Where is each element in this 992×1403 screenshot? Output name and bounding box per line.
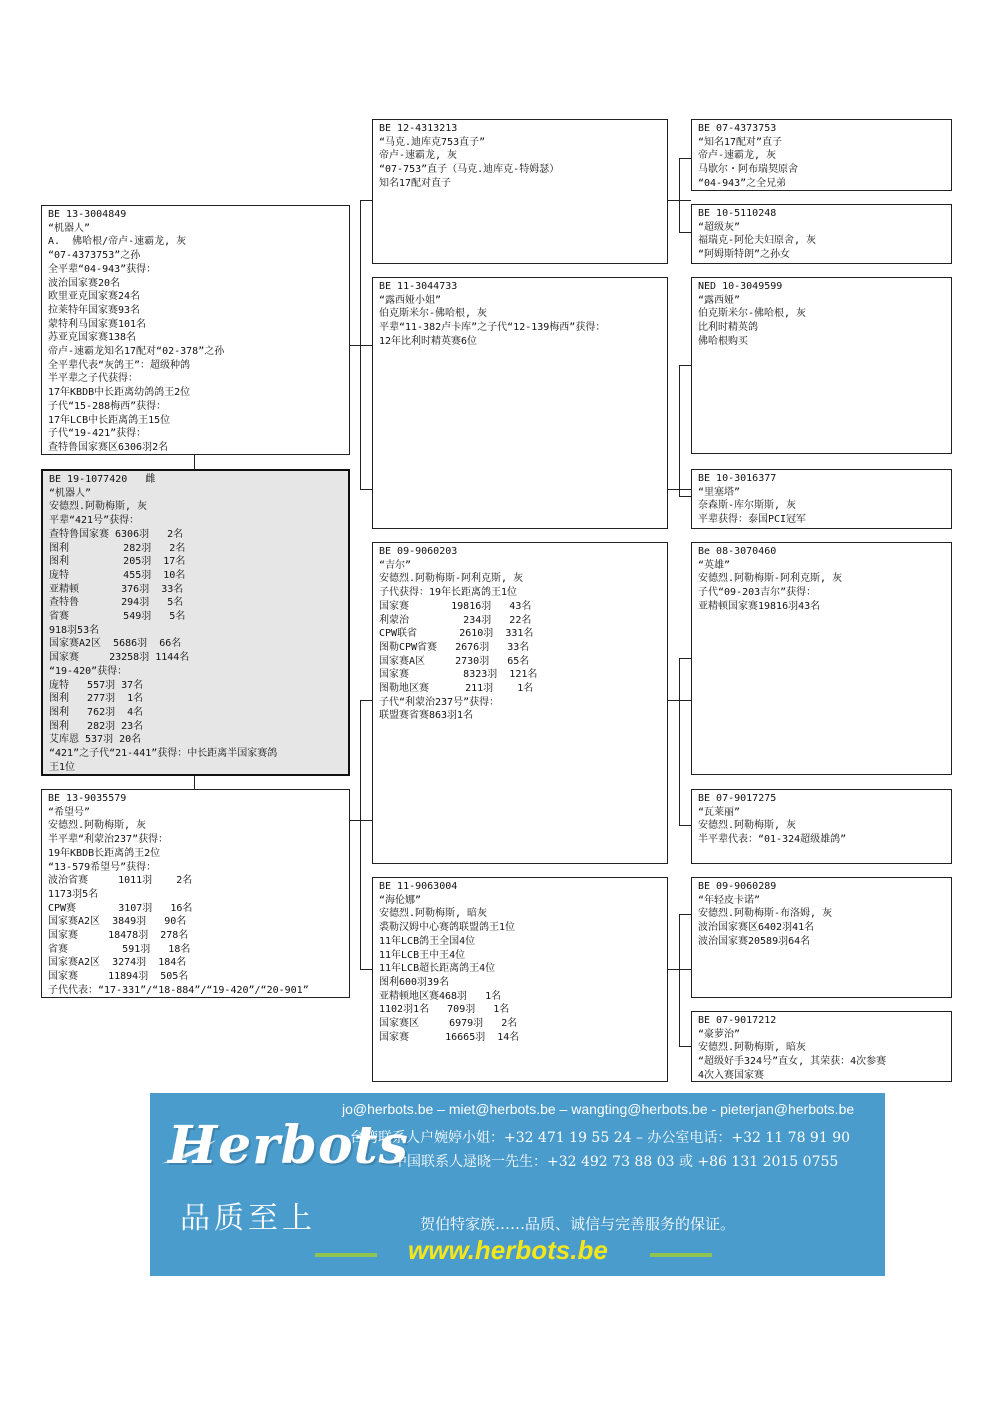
- ring-number: BE 10-5110248: [698, 208, 777, 219]
- pedigree-line: “吉尔”: [379, 559, 412, 571]
- pedigree-line: 波治国家赛20名: [48, 277, 121, 289]
- connector-line: [679, 825, 691, 826]
- pedigree-line: “07-753”直子（马克.迪库克-特姆瑟）: [379, 164, 560, 176]
- connector-line: [679, 496, 691, 497]
- pedigree-box-ddd: [691, 1011, 952, 1082]
- ring-number: BE 19-1077420 雌: [49, 474, 156, 485]
- pedigree-line: 安德烈.阿勒梅斯-阿利克斯, 灰: [698, 573, 843, 585]
- pedigree-line: 安德烈.阿勒梅斯, 灰: [48, 820, 147, 832]
- pedigree-line: “英雄”: [698, 559, 731, 571]
- pedigree-line: 马歇尔・阿布瑞契原舍: [698, 164, 798, 176]
- pedigree-line: “瓦莱丽”: [698, 806, 741, 818]
- pedigree-line: 子代“15-288梅西”获得：: [48, 400, 167, 412]
- connector-line: [679, 365, 691, 366]
- pedigree-line: 半平辈之子代获得：: [48, 373, 138, 385]
- pedigree-box-sdd: [691, 469, 952, 529]
- ring-number: BE 09-9060289: [698, 881, 777, 892]
- pedigree-line: “豪萝治”: [698, 1028, 741, 1040]
- decorative-stripe-left: [315, 1253, 377, 1257]
- ring-number: BE 07-9017275: [698, 793, 777, 804]
- slogan: 品质至上: [180, 1201, 316, 1236]
- pedigree-line: 4次入赛国家赛: [698, 1069, 765, 1081]
- connector-line: [360, 700, 372, 701]
- pedigree-line: 帝卢-速霸龙知名17配对“02-378”之孙: [48, 346, 225, 358]
- pedigree-line: 国家赛A区 2730羽 65名: [379, 655, 530, 667]
- pedigree-line: “知名17配对”直子: [698, 136, 783, 148]
- pedigree-line: 图利 277羽 1名: [49, 693, 144, 705]
- pedigree-line: 安德烈.阿勒梅斯, 灰: [698, 820, 797, 832]
- pedigree-line: CPW联省 2610羽 331名: [379, 628, 534, 640]
- connector-line: [679, 658, 680, 826]
- ring-number: BE 13-3004849: [48, 209, 127, 220]
- pedigree-line: “里塞塔”: [698, 486, 741, 498]
- pedigree-line: “超级好手324号”直女, 其荣获：4次参赛: [698, 1056, 887, 1068]
- pedigree-line: 平辈“421号”获得：: [49, 515, 140, 527]
- pedigree-line: 帝卢-速霸龙, 灰: [379, 150, 458, 162]
- pedigree-line: 省赛 549羽 5名: [49, 611, 186, 623]
- pedigree-line: CPW赛 3107羽 16名: [48, 902, 193, 914]
- pedigree-line: “马克.迪库克753直子”: [379, 136, 486, 148]
- ring-number: BE 12-4313213: [379, 123, 458, 134]
- connector-line: [679, 158, 691, 159]
- pedigree-line: 奈森斯-库尔斯斯, 灰: [698, 500, 797, 512]
- pedigree-line: “露西娅”: [698, 294, 741, 306]
- connector-line: [360, 200, 372, 201]
- pedigree-line: “07-4373753”之孙: [48, 250, 141, 262]
- pedigree-line: 图利600羽39名: [379, 976, 450, 988]
- pedigree-line: 国家赛 23258羽 1144名: [49, 652, 190, 664]
- pedigree-box-sire: [41, 205, 350, 455]
- pedigree-box-ssd: [691, 204, 952, 264]
- ring-number: NED 10-3049599: [698, 281, 783, 292]
- pedigree-line: 图勒CPW省赛 2676羽 33名: [379, 641, 530, 653]
- pedigree-line: 庞特 455羽 10名: [49, 569, 186, 581]
- pedigree-line: 联盟赛省赛863羽1名: [379, 710, 474, 722]
- pedigree-line: “机器人”: [49, 487, 92, 499]
- contact-china: 中国联系人逯晓一先生：+32 492 73 88 03 或 +86 131 2015 0755: [393, 1154, 839, 1170]
- pedigree-box-sd: [372, 277, 668, 529]
- pedigree-box-ds: [372, 542, 668, 864]
- pedigree-line: 福瑞克-阿伦夫妇原舍, 灰: [698, 235, 817, 247]
- pedigree-line: 17年KBDB中长距离幼鸽鸽王2位: [48, 387, 191, 399]
- pedigree-line: 王1位: [49, 761, 76, 773]
- pedigree-line: 利蒙治 234羽 22名: [379, 614, 532, 626]
- pedigree-line: 国家赛 11894羽 505名: [48, 971, 189, 983]
- pedigree-line: 17年LCB中长距离鸽王15位: [48, 414, 171, 426]
- connector-line: [360, 969, 372, 970]
- ring-number: BE 07-9017212: [698, 1015, 777, 1026]
- pedigree-line: 帝卢-速霸龙, 灰: [698, 150, 777, 162]
- connector-line: [679, 158, 680, 233]
- pedigree-line: 国家赛 16665羽 14名: [379, 1031, 520, 1043]
- pedigree-line: 欧里亚克国家赛24名: [48, 291, 141, 303]
- connector-line: [679, 914, 691, 915]
- pedigree-line: 亚精顿地区赛468羽 1名: [379, 990, 502, 1002]
- pedigree-line: 知名17配对直子: [379, 177, 452, 189]
- pedigree-line: 图利 205羽 17名: [49, 556, 186, 568]
- contact-taiwan: 台湾联系人户婉婷小姐：+32 471 19 55 24 – 办公室电话：+32 11 78 91 90: [350, 1130, 851, 1146]
- pedigree-line: 波治省赛 1011羽 2名: [48, 875, 193, 887]
- pedigree-line: 查特鲁 294羽 5名: [49, 597, 184, 609]
- pedigree-line: 庞特 557羽 37名: [49, 679, 144, 691]
- pedigree-line: “04-943”之全兄弟: [698, 177, 787, 189]
- pedigree-box-dds: [691, 877, 952, 998]
- pedigree-line: 国家赛A2区 3274羽 184名: [48, 957, 187, 969]
- pedigree-line: 亚精顿 376羽 33名: [49, 583, 184, 595]
- connector-line: [679, 232, 691, 233]
- ring-number: Be 08-3070460: [698, 546, 777, 557]
- pedigree-line: 波治国家赛区6402羽41名: [698, 922, 815, 934]
- pedigree-line: 图勒地区赛 211羽 1名: [379, 683, 534, 695]
- pedigree-line: “阿姆斯特朗”之孙女: [698, 249, 791, 261]
- pedigree-line: 安德烈.阿勒梅斯, 暗灰: [698, 1042, 807, 1054]
- pedigree-line: 国家赛 8323羽 121名: [379, 669, 538, 681]
- ring-number: BE 09-9060203: [379, 546, 458, 557]
- pedigree-line: 12年比利时精英赛6位: [379, 335, 478, 347]
- pedigree-line: “机器人”: [48, 222, 91, 234]
- pedigree-line: 波治国家赛20589羽64名: [698, 935, 811, 947]
- pedigree-line: 11年LCB鸽王全国4位: [379, 935, 476, 947]
- pedigree-line: 安德烈.阿勒梅斯, 灰: [49, 501, 148, 513]
- pedigree-box-sds: [691, 277, 952, 454]
- pedigree-line: 查特鲁国家赛区6306羽2名: [48, 441, 169, 453]
- pedigree-line: 国家赛A2区 3849羽 90名: [48, 916, 187, 928]
- pedigree-box-dss: [691, 542, 952, 775]
- pedigree-line: 安德烈.阿勒梅斯-阿利克斯, 灰: [379, 573, 524, 585]
- pedigree-line: 亚精顿国家赛19816羽43名: [698, 600, 821, 612]
- pedigree-box-dam: [41, 789, 350, 998]
- pedigree-line: 子代“利蒙治237号”获得：: [379, 696, 500, 708]
- connector-line: [679, 365, 680, 497]
- pedigree-line: 安德烈.阿勒梅斯-布洛姆, 灰: [698, 908, 833, 920]
- pedigree-box-dsd: [691, 789, 952, 864]
- pedigree-line: 全平辈“04-943”获得：: [48, 263, 157, 275]
- pedigree-line: “13-579希望号”获得：: [48, 861, 157, 873]
- pedigree-line: 子代“19-421”获得：: [48, 428, 147, 440]
- pedigree-line: 省赛 591羽 18名: [48, 943, 191, 955]
- pedigree-line: 艾库恩 537羽 20名: [49, 734, 142, 746]
- pedigree-line: 子代代表：“17-331”/“18-884”/“19-420”/“20-901”: [48, 984, 309, 996]
- connector-line: [194, 454, 195, 469]
- pedigree-line: 图利 762羽 4名: [49, 706, 144, 718]
- pedigree-line: 国家赛 18478羽 278名: [48, 930, 189, 942]
- pedigree-line: 伯克斯米尔-佛哈根, 灰: [698, 308, 807, 320]
- pedigree-line: 平辈获得：泰国PCI冠军: [698, 514, 807, 526]
- connector-line: [679, 914, 680, 1047]
- pedigree-line: 比利时精英鸽: [698, 322, 758, 334]
- pedigree-line: 子代“09-203吉尔”获得：: [698, 587, 817, 599]
- pedigree-line: 伯克斯米尔-佛哈根, 灰: [379, 308, 488, 320]
- tagline: 贺伯特家族……品质、诚信与完善服务的保证。: [420, 1215, 736, 1233]
- pedigree-line: 11年LCB超长距离鸽王4位: [379, 963, 496, 975]
- pedigree-line: 半平辈“利蒙治237”获得：: [48, 834, 169, 846]
- pedigree-line: 1173羽5名: [48, 888, 99, 900]
- email-list[interactable]: jo@herbots.be – miet@herbots.be – wangting@herbots.be - pieterjan@herbots.be: [342, 1101, 855, 1117]
- pedigree-line: “超级灰”: [698, 221, 741, 233]
- pedigree-line: “希望号”: [48, 806, 91, 818]
- pedigree-line: 国家赛A2区 5686羽 66名: [49, 638, 182, 650]
- pedigree-box-ss: [372, 119, 668, 264]
- pedigree-line: 国家赛 19816羽 43名: [379, 600, 532, 612]
- connector-line: [360, 489, 372, 490]
- herbots-logo: Herbots: [168, 1115, 409, 1176]
- pedigree-line: “421”之子代“21-441”获得：中长距离半国家赛鸽: [49, 748, 278, 760]
- connector-line: [679, 658, 691, 659]
- pedigree-line: 平辈“11-382卢卡库”之子代“12-139梅西”获得：: [379, 322, 606, 334]
- pedigree-line: 佛哈根购买: [698, 335, 748, 347]
- pedigree-line: 半平辈代表：“01-324超级雄鸽”: [698, 834, 847, 846]
- ring-number: BE 10-3016377: [698, 473, 777, 484]
- ring-number: BE 11-3044733: [379, 281, 458, 292]
- pedigree-line: 子代获得：19年长距离鸽王1位: [379, 587, 518, 599]
- connector-line: [360, 700, 361, 970]
- pedigree-line: 安德烈.阿勒梅斯, 暗灰: [379, 908, 488, 920]
- ring-number: BE 11-9063004: [379, 881, 458, 892]
- pedigree-line: 苏亚克国家赛138名: [48, 332, 137, 344]
- pedigree-line: “海伦娜”: [379, 894, 422, 906]
- connector-line: [194, 775, 195, 789]
- decorative-stripe-right: [650, 1253, 712, 1257]
- pedigree-line: “年轻皮卡诺”: [698, 894, 761, 906]
- pedigree-line: “19-420”获得：: [49, 665, 128, 677]
- pedigree-line: 1102羽1名 709羽 1名: [379, 1004, 510, 1016]
- pedigree-line: 918羽53名: [49, 624, 100, 636]
- ring-number: BE 13-9035579: [48, 793, 127, 804]
- pedigree-line: “露西娅小姐”: [379, 294, 442, 306]
- pedigree-box-sss: [691, 119, 952, 191]
- connector-line: [360, 200, 361, 490]
- pedigree-line: 裘勒汉姆中心赛鸽联盟鸽王1位: [379, 922, 516, 934]
- pedigree-line: A. 佛哈根/帝卢-速霸龙, 灰: [48, 236, 187, 248]
- pedigree-line: 国家赛区 6979羽 2名: [379, 1018, 518, 1030]
- pedigree-line: 图利 282羽 23名: [49, 720, 144, 732]
- herbots-banner: [150, 1093, 885, 1276]
- pedigree-line: 19年KBDB长距离鸽王2位: [48, 847, 161, 859]
- pedigree-line: 全平辈代表“灰鸽王”：超级种鸽: [48, 359, 191, 371]
- pedigree-line: 查特鲁国家赛 6306羽 2名: [49, 528, 184, 540]
- pedigree-line: 蒙特利马国家赛101名: [48, 318, 147, 330]
- connector-line: [679, 1046, 691, 1047]
- website-link[interactable]: www.herbots.be: [408, 1235, 608, 1265]
- pedigree-line: 拉莱特年国家赛93名: [48, 304, 141, 316]
- pedigree-line: 图利 282羽 2名: [49, 542, 186, 554]
- ring-number: BE 07-4373753: [698, 123, 777, 134]
- pedigree-box-dd: [372, 877, 668, 1082]
- pedigree-box-subject: [41, 469, 350, 776]
- pedigree-line: 11年LCB王中王4位: [379, 949, 466, 961]
